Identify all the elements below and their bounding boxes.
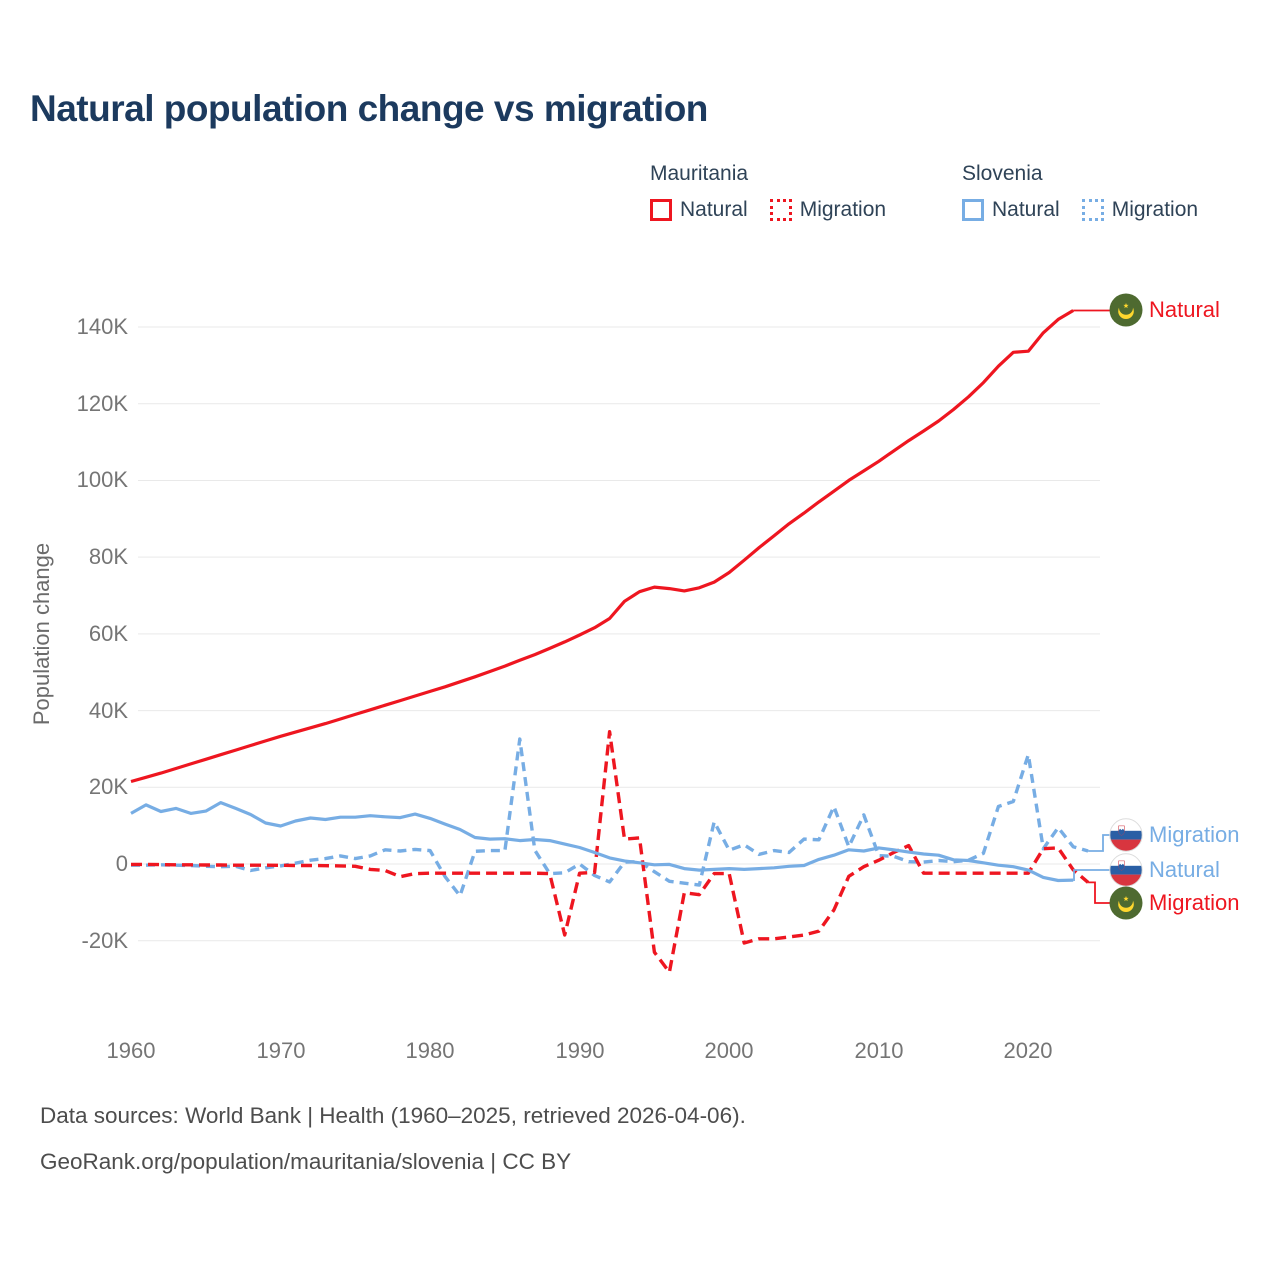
series-label-text: Natural — [1149, 857, 1220, 882]
solid-line-swatch-icon — [962, 199, 984, 221]
y-tick-label: 0 — [115, 851, 128, 876]
y-tick-label: 100K — [76, 467, 128, 492]
series-label-slovenia-natural — [1109, 853, 1220, 887]
legend-item-label: Natural — [992, 198, 1060, 221]
y-tick-label: 40K — [88, 698, 128, 723]
series-line-mauritania-migration[interactable] — [131, 732, 1088, 973]
legend-item-label: Migration — [1111, 198, 1199, 221]
series-label-mauritania-natural — [1109, 293, 1220, 327]
attribution-link[interactable]: GeoRank.org/population/mauritania/slovenia | CC BY — [40, 1149, 572, 1174]
series-label-slovenia-migration — [1109, 818, 1239, 852]
legend-group-slovenia — [962, 162, 1198, 222]
mauritania-flag-icon — [1109, 886, 1143, 920]
legend-item-mauritania-natural[interactable] — [650, 198, 748, 222]
x-tick-label: 2020 — [1003, 1038, 1053, 1063]
legend-item-label: Natural — [680, 198, 748, 221]
series-label-text: Migration — [1149, 890, 1240, 915]
x-tick-label: 2000 — [704, 1038, 754, 1063]
data-sources-note: Data sources: World Bank | Health (1960–2025, retrieved 2026-04-06). — [40, 1103, 746, 1128]
series-label-text: Natural — [1149, 297, 1220, 322]
y-tick-label: -20K — [81, 928, 128, 953]
x-tick-label: 1970 — [256, 1038, 306, 1063]
y-tick-label: 120K — [76, 391, 128, 416]
x-tick-label: 2010 — [854, 1038, 904, 1063]
series-label-mauritania-migration — [1109, 886, 1239, 920]
page-title: Natural population change vs migration — [30, 88, 708, 129]
legend-item-label: Migration — [799, 198, 887, 221]
x-tick-label: 1960 — [106, 1038, 156, 1063]
leader-line-slovenia-natural — [1073, 870, 1110, 880]
legend-country-slovenia: Slovenia — [962, 162, 1043, 185]
y-tick-label: 60K — [88, 621, 128, 646]
leader-line-mauritania-migration — [1088, 882, 1110, 903]
legend-item-slovenia-natural[interactable] — [962, 198, 1060, 222]
legend-item-mauritania-migration[interactable] — [770, 198, 886, 222]
y-tick-label: 20K — [88, 774, 128, 799]
slovenia-flag-icon — [1109, 853, 1143, 887]
dashed-line-swatch-icon — [1082, 199, 1104, 221]
slovenia-flag-icon — [1109, 818, 1143, 852]
x-tick-label: 1990 — [555, 1038, 605, 1063]
x-tick-label: 1980 — [405, 1038, 455, 1063]
leader-line-slovenia-migration — [1088, 835, 1110, 851]
legend-item-slovenia-migration[interactable] — [1082, 198, 1198, 222]
solid-line-swatch-icon — [650, 199, 672, 221]
series-label-text: Migration — [1149, 822, 1240, 847]
mauritania-flag-icon — [1109, 293, 1143, 327]
legend-country-mauritania: Mauritania — [650, 162, 749, 185]
dashed-line-swatch-icon — [770, 199, 792, 221]
leader-line-mauritania-natural — [1073, 310, 1110, 311]
legend-group-mauritania — [650, 162, 886, 222]
y-axis-title: Population change — [29, 542, 54, 726]
y-tick-label: 140K — [76, 314, 128, 339]
y-tick-label: 80K — [88, 544, 128, 569]
